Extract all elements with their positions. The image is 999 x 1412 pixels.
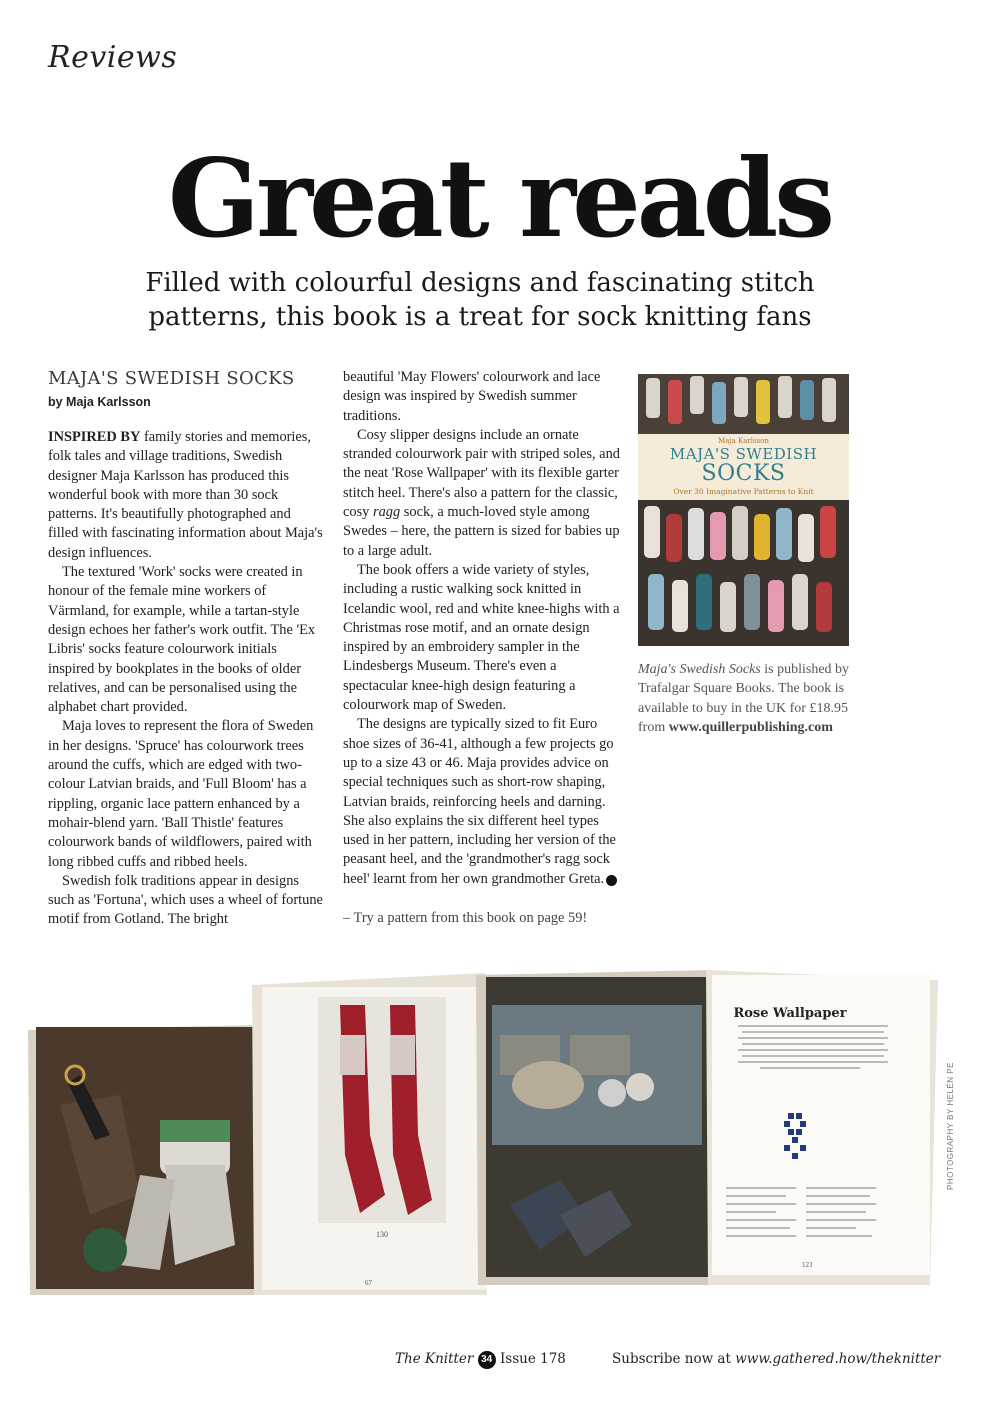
article-column-2 bbox=[343, 368, 628, 928]
cover-subtitle: Over 30 Imaginative Patterns to Knit bbox=[673, 487, 814, 496]
paragraph-4-continued: beautiful 'May Flowers' colourwork and lace design was inspired by Swedish summer traditions. bbox=[343, 369, 601, 424]
paragraph-6: The book offers a wide variety of styles, including a rustic walking sock knitted in Icelandic wool, red and white knee-highs with a Christmas rose motif, and an ornate design inspired by an embroidery sampler in the Lindesbergs Museum. There's even a spectacular knee-high design featuring a colourwork map of Sweden. bbox=[343, 561, 620, 714]
paragraph-1: INSPIRED BY family stories and memories, folk tales and village traditions, Swedish designer Maja Karlsson has produced this wonderful book with more than 30 sock patterns. It's beautifully photographed and filled with fascinating information about Maja's design influences. bbox=[48, 429, 323, 561]
cover-caption: Maja's Swedish Socks is published by Trafalgar Square Books. The book is available to buy in the UK for £18.95 from www.quillerpublishing.com bbox=[638, 662, 850, 735]
svg-text:67: 67 bbox=[365, 1279, 372, 1287]
page-title: Great reads bbox=[167, 136, 832, 262]
paragraph-4: Swedish folk traditions appear in designs such as 'Fortuna', which uses a wheel of fortune motif from Gotland. The bright bbox=[48, 872, 323, 928]
wooden-box bbox=[512, 1061, 584, 1109]
byline: by Maja Karlsson bbox=[48, 395, 151, 409]
cover-title-line2: SOCKS bbox=[701, 461, 786, 486]
page-number: 34 bbox=[478, 1351, 496, 1369]
svg-text:123: 123 bbox=[802, 1261, 813, 1269]
cover-title-line1: MAJA'S SWEDISH bbox=[669, 445, 818, 463]
cover-author: Maja Karlsson bbox=[718, 437, 769, 445]
lead-in: INSPIRED BY bbox=[48, 429, 141, 445]
paragraph-2: The textured 'Work' socks were created in honour of the female mine workers of Värmland, for example, while a tartan-style design echoes her father's work outfit. The 'Ex Libris' socks feature colourwork initials inspired by bookplates in the books of older relatives, and can be personalised using the alphabet chart provided. bbox=[48, 564, 316, 716]
book-spread-photo bbox=[0, 965, 999, 1335]
spread-illustration bbox=[0, 965, 999, 1335]
try-pattern-line: – Try a pattern from this book on page 59! bbox=[343, 910, 588, 927]
book-title: MAJA'S SWEDISH SOCKS bbox=[48, 368, 295, 389]
paragraph-7: The designs are typically sized to fit Euro shoe sizes of 36-41, although a few projects go up to a size 43 or 46. Maja provides advice on special techniques such as short-row shaping, Latvian braids, reinforcing heels and darning. She also explains the six different heel types used in her pattern, including her version of the peasant heel, and the 'grandmother's ragg sock heel' learnt from her own grandmother Greta. ✚ bbox=[343, 716, 628, 887]
cover-sock-photo bbox=[638, 374, 849, 646]
subscribe-link[interactable]: www.gathered.how/theknitter bbox=[735, 1351, 941, 1367]
footer-magazine: The Knitter 34 Issue 178 bbox=[395, 1351, 566, 1367]
article-column-1 bbox=[48, 368, 324, 930]
paragraph-5: Cosy slipper designs include an ornate stranded colourwork pair with striped soles, and the neat 'Rose Wallpaper' with its flexible garter stitch heel. There's also a pattern for the classic, cosy ragg sock, a much-loved style among Swedes – here, the pattern is sized for babies up to a large adult. bbox=[343, 426, 620, 559]
photo-credit: PHOTOGRAPHY BY HELÉN PE bbox=[946, 1062, 955, 1190]
publisher-link[interactable]: www.quillerpublishing.com bbox=[668, 719, 833, 735]
standfirst: Filled with colourful designs and fascinating stitch patterns, this book is a treat for sock knitting fans bbox=[145, 268, 815, 332]
footer-subscribe: Subscribe now at www.gathered.how/theknitter bbox=[612, 1351, 941, 1367]
svg-text:Rose Wallpaper: Rose Wallpaper bbox=[733, 1006, 847, 1021]
paragraph-3: Maja loves to represent the flora of Sweden in her designs. 'Spruce' has colourwork trees around the cuffs, which are edged with two-colour Latvian braids, and 'Full Bloom' has a rippling, organic lace pattern enhanced by a mohair-blend yarn. 'Ball Thistle' features colourwork bands of wildflowers, paired with long ribbed cuffs and ribbed heels. bbox=[48, 718, 314, 870]
yarn-ball bbox=[83, 1228, 127, 1272]
book-cover bbox=[638, 374, 849, 646]
svg-text:130: 130 bbox=[376, 1230, 388, 1239]
end-mark-icon: ✚ bbox=[606, 875, 617, 886]
cover-title-band bbox=[638, 434, 849, 500]
section-label: Reviews bbox=[48, 40, 178, 75]
